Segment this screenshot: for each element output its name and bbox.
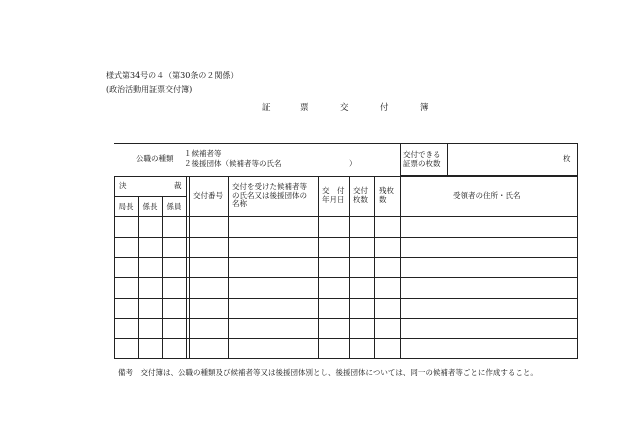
col-remaining-count: 残枚 数 <box>379 186 394 204</box>
col-issued-count: 交付 枚数 <box>353 186 368 204</box>
title-char: 証 <box>262 103 271 113</box>
col-issue-date: 交 付 年月日 <box>322 186 345 204</box>
col-recipient-name: 交付を受けた候補者等 の氏名又は後援団体の 名称 <box>232 182 307 209</box>
col-receiver: 受領者の住所・氏名 <box>453 191 521 200</box>
form-number: 様式第34号の４（第30条の２関係） <box>106 71 239 80</box>
title-char: 票 <box>300 103 309 113</box>
footnote: 備考 交付簿は、公職の種類及び候補者等又は後援団体別とし、後援団体については、同一の候補者等ごとに作成すること。 <box>118 368 538 377</box>
issuable-count-unit: 枚 <box>563 154 571 163</box>
issuable-count-label: 交付できる 証票の枚数 <box>403 150 441 168</box>
office-option-support-group: ２後援団体（候補者等の氏名 ） <box>184 159 357 168</box>
title-char: 簿 <box>420 103 429 113</box>
approval-label-left: 決 <box>119 181 127 190</box>
approver-staff: 係員 <box>166 202 182 211</box>
form-subtitle: (政治活動用証票交付簿) <box>106 85 193 94</box>
office-option-candidate: １候補者等 <box>184 149 222 158</box>
approval-label-right: 裁 <box>174 181 182 190</box>
col-issue-number: 交付番号 <box>193 191 223 200</box>
approver-section-chief: 係長 <box>142 202 158 211</box>
approver-bureau-chief: 局長 <box>118 202 134 211</box>
title-char: 付 <box>380 103 389 113</box>
office-type-label: 公職の種類 <box>136 154 174 163</box>
title-char: 交 <box>340 103 349 113</box>
